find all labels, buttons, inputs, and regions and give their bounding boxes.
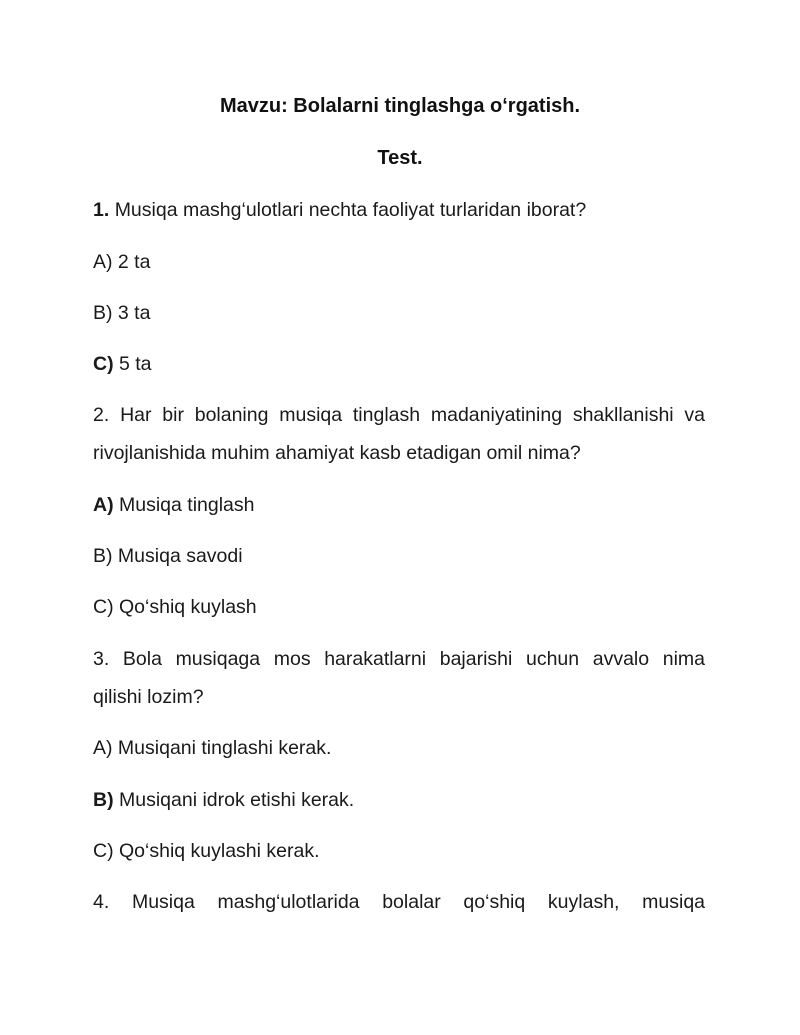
question-number: 3. xyxy=(93,648,110,670)
question-number: 4. xyxy=(93,891,110,913)
question-1-option-a xyxy=(93,251,705,274)
option-text: Musiqa tinglash xyxy=(119,494,255,516)
option-letter: C) xyxy=(93,596,114,618)
topic-title: Mavzu: Bolalarni tinglashga o‘rgatish. xyxy=(219,95,581,117)
option-text: 5 ta xyxy=(119,353,152,375)
test-label: Test. xyxy=(377,147,423,169)
option-text: Qo‘shiq kuylash xyxy=(119,596,257,618)
question-number: 2. xyxy=(93,404,110,426)
question-1-option-b xyxy=(93,302,705,325)
question-2-option-c xyxy=(93,596,705,619)
question-2-option-b xyxy=(93,545,705,568)
question-text: Musiqa mashg‘ulotlari nechta faoliyat turlaridan iborat? xyxy=(114,199,587,221)
question-3-line-2: qilishi lozim? xyxy=(93,686,204,708)
option-text: 3 ta xyxy=(117,302,151,324)
question-number: 1. xyxy=(93,199,110,221)
question-1 xyxy=(93,199,705,222)
option-letter: A) xyxy=(93,494,114,516)
option-letter: C) xyxy=(93,840,114,862)
option-letter: A) xyxy=(93,251,113,273)
question-2-option-a xyxy=(93,494,705,517)
question-4-line-1 xyxy=(93,891,705,914)
question-3-option-b xyxy=(93,789,705,812)
question-1-option-c xyxy=(93,353,705,376)
question-2-line-1 xyxy=(93,404,705,427)
option-letter: B) xyxy=(93,545,113,567)
option-text: Musiqa savodi xyxy=(117,545,243,567)
option-text: 2 ta xyxy=(117,251,151,273)
option-letter: B) xyxy=(93,302,113,324)
question-text: Bola musiqaga mos harakatlarni bajarishi uchun avvalo nima xyxy=(122,648,705,670)
question-3-option-a xyxy=(93,737,705,760)
question-3-option-c xyxy=(93,840,705,863)
option-letter: A) xyxy=(93,737,113,759)
question-text: Har bir bolaning musiqa tinglash madaniyatining shakllanishi va xyxy=(120,404,706,426)
question-2-line-2: rivojlanishida muhim ahamiyat kasb etadigan omil nima? xyxy=(93,442,581,464)
question-text: Musiqa mashg‘ulotlarida bolalar qo‘shiq kuylash, musiqa xyxy=(131,891,706,913)
option-text: Qo‘shiq kuylashi kerak. xyxy=(119,840,320,862)
option-letter: B) xyxy=(93,789,114,811)
option-text: Musiqani tinglashi kerak. xyxy=(117,737,332,759)
option-text: Musiqani idrok etishi kerak. xyxy=(119,789,355,811)
question-3-line-1 xyxy=(93,648,705,671)
option-letter: C) xyxy=(93,353,114,375)
